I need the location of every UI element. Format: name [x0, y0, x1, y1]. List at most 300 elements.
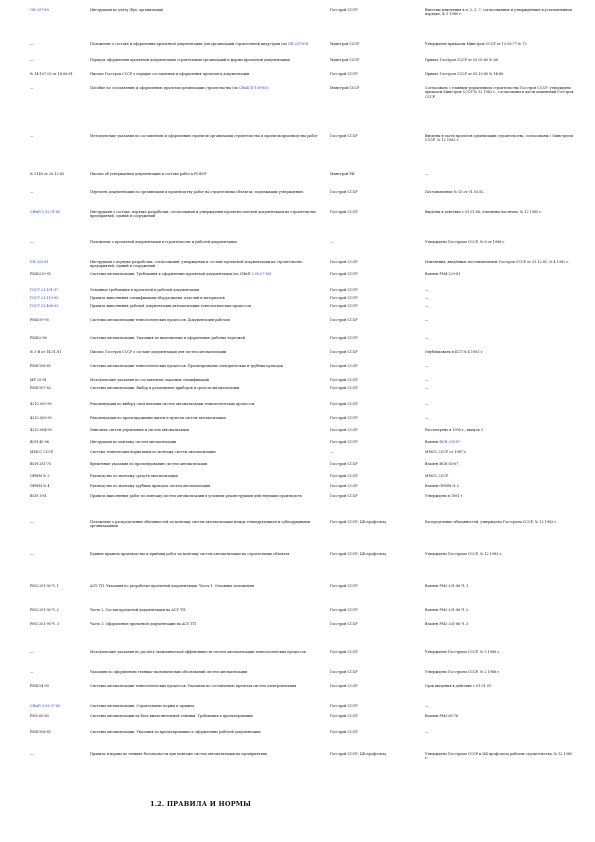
doc-issuer-cell-text: Госстрой СССР	[330, 336, 358, 340]
doc-issuer-cell	[330, 210, 420, 214]
doc-status-cell-text: Приказ Госстроя СССР от 03.05.80 № 68	[425, 58, 498, 62]
doc-code-cell-text: РМ4-108-81	[30, 730, 51, 734]
doc-issuer-cell	[330, 318, 420, 322]
doc-title-cell	[90, 450, 325, 454]
doc-issuer-cell-text: Госстрой СССР	[330, 670, 358, 674]
doc-status-cell-text: Утверждено в 1981 г.	[425, 494, 464, 498]
doc-code-cell	[30, 72, 86, 76]
doc-code-link[interactable]: СН 202-81	[30, 260, 49, 264]
doc-issuer-cell	[330, 8, 420, 12]
doc-status-cell-text: —	[425, 172, 429, 176]
doc-code-cell	[30, 650, 86, 654]
doc-code-cell-text: —	[30, 670, 34, 674]
doc-title-cell-text: Положение о составе и оформлении проектной документации для организаций строительной индустрии (по ОН 257-69)	[90, 42, 308, 46]
doc-status-cell	[425, 58, 575, 62]
doc-issuer-cell	[330, 386, 420, 390]
doc-status-cell	[425, 318, 575, 322]
doc-issuer-cell	[330, 364, 420, 368]
doc-status-cell-text: Срок введения в действие с 01.01.91	[425, 684, 492, 688]
doc-title-cell	[90, 714, 325, 718]
doc-code-cell	[30, 288, 86, 292]
doc-issuer-cell-text: Госстрой СССР	[330, 622, 358, 626]
doc-issuer-cell	[330, 428, 420, 432]
doc-status-cell	[425, 752, 575, 761]
doc-issuer-cell	[330, 450, 420, 454]
doc-status-cell-text: Изменения, введённые постановлением Госстроя СССР от 31.12.81, № 4 1982 г.	[425, 260, 570, 264]
doc-status-cell	[425, 402, 575, 406]
doc-code-cell	[30, 416, 86, 420]
doc-issuer-cell-text: Госстрой СССР	[330, 210, 358, 214]
doc-title-cell-text: Инструкция о составе, порядке разработки, согласования и утверждения проектно-сметной документации на строительство предприятий, зданий и сооружений	[90, 210, 317, 219]
doc-status-cell-text: Внесены изменения в п. 2, 3, 7, согласованные и утверждённые в установленном порядке, № 3 1980 г.	[425, 8, 573, 17]
doc-title-cell-text: Системы автоматизации. Требования к оформлению проектной документации (по СНиП 3.05.07-85)	[90, 272, 272, 276]
doc-title-cell	[90, 622, 325, 626]
doc-status-cell	[425, 296, 575, 300]
doc-issuer-cell	[330, 730, 420, 734]
doc-issuer-cell-text: Госстрой СССР	[330, 684, 358, 688]
doc-issuer-cell	[330, 260, 420, 264]
doc-issuer-cell-text: Госстрой СССР	[330, 704, 358, 708]
doc-issuer-cell-text: Госстрой СССР	[330, 416, 358, 420]
doc-title-cell	[90, 378, 325, 382]
doc-status-cell	[425, 172, 575, 176]
doc-title-cell-text: Системы автоматизации технологических процессов. Указания по составлению проектов систем электропитания	[90, 684, 297, 688]
doc-code-cell	[30, 622, 86, 626]
doc-issuer-cell-text: Госстрой СССР	[330, 462, 358, 466]
doc-issuer-cell-text: —	[330, 450, 334, 454]
doc-code-cell-text: ВСН 40-96	[30, 440, 49, 444]
doc-status-cell-text: Распределение обязанностей, утверждено Госстроем СССР, № 12 1982 г.	[425, 520, 558, 524]
inline-doc-link[interactable]: ОН 257-69	[287, 42, 307, 46]
doc-title-cell	[90, 704, 325, 708]
doc-title-cell-text: Правила выполнения рабочей документации автоматизации технологических процессов	[90, 304, 251, 308]
doc-status-cell-text: —	[425, 416, 429, 420]
doc-status-cell	[425, 520, 575, 524]
doc-issuer-cell-text: Госстрой СССР, ЦК профсоюза	[330, 752, 387, 756]
doc-title-cell-text: Правила и нормы по технике безопасности при монтаже систем автоматизации на предприятиях	[90, 752, 267, 756]
doc-title-cell	[90, 364, 325, 368]
doc-status-cell	[425, 386, 575, 390]
doc-issuer-cell-text: Госстрой СССР	[330, 288, 358, 292]
doc-title-cell	[90, 288, 325, 292]
doc-status-cell	[425, 240, 575, 244]
doc-status-cell-text: —	[425, 386, 429, 390]
doc-code-cell	[30, 8, 86, 12]
doc-title-cell	[90, 72, 325, 76]
doc-title-cell-text: Письмо Госстроя СССР о составе документации для систем автоматизации	[90, 350, 227, 354]
doc-issuer-cell	[330, 58, 420, 62]
doc-status-cell-text: Взамен ВСН 205-87	[425, 440, 461, 444]
doc-title-cell-text: Системы автоматизации. Строительные нормы и правила	[90, 704, 195, 708]
doc-issuer-cell	[330, 296, 420, 300]
doc-title-cell	[90, 670, 325, 674]
doc-code-cell-text: РМ3 65-80	[30, 714, 49, 718]
doc-title-cell-text: Часть 2. Состав проектной документации на АСУ ТП	[90, 608, 186, 612]
doc-status-cell-text: Введены в части проектов организации строительства, согласованы с Минстроем СССР, № 12 1982 г.	[425, 134, 573, 143]
doc-status-cell-text: Взамен РМ3 65-76	[425, 714, 459, 718]
doc-code-cell	[30, 684, 86, 688]
doc-issuer-cell	[330, 752, 420, 756]
doc-title-cell	[90, 260, 325, 269]
doc-issuer-cell-text: Госстрой СССР	[330, 584, 358, 588]
doc-issuer-cell	[330, 704, 420, 708]
doc-code-cell-text: —	[30, 86, 34, 90]
doc-issuer-cell	[330, 272, 420, 276]
doc-title-cell-text: Указания по оформлению технико-экономических обоснований систем автоматизации	[90, 670, 248, 674]
doc-issuer-cell	[330, 172, 420, 176]
doc-code-link[interactable]: СНиП 3.05.07-85	[30, 704, 61, 708]
doc-code-cell	[30, 134, 86, 138]
doc-code-cell	[30, 296, 86, 300]
doc-status-cell	[425, 134, 575, 143]
doc-code-cell-text: 4210.001-90	[30, 402, 52, 406]
doc-status-cell-text: —	[425, 704, 429, 708]
doc-status-cell	[425, 350, 575, 354]
doc-code-cell-text: ВСН 1-81	[30, 494, 47, 498]
doc-code-cell	[30, 378, 86, 382]
doc-code-cell	[30, 58, 86, 62]
doc-issuer-cell	[330, 608, 420, 612]
doc-issuer-cell-text: Госстрой СССР, ЦК профсоюза	[330, 552, 387, 556]
doc-code-cell	[30, 240, 86, 244]
doc-title-cell	[90, 172, 325, 176]
doc-code-cell	[30, 86, 86, 90]
doc-issuer-cell	[330, 714, 420, 718]
doc-issuer-cell	[330, 670, 420, 674]
doc-title-cell	[90, 494, 325, 498]
doc-issuer-cell-text: Госстрой СССР	[330, 474, 358, 478]
doc-title-cell	[90, 440, 325, 444]
doc-title-cell	[90, 210, 325, 219]
doc-title-cell-text: Правила выполнения работ по монтажу систем автоматизации в условиях реконструкции действующих производств	[90, 494, 302, 498]
doc-status-cell	[425, 288, 575, 292]
doc-code-cell-text: МУ 25-81	[30, 378, 47, 382]
doc-status-cell-text: ММСС СССР	[425, 474, 449, 478]
doc-status-cell	[425, 42, 575, 46]
doc-code-link[interactable]: СНиП 1.02.01-85	[30, 210, 61, 214]
doc-issuer-cell-text: Госстрой СССР	[330, 440, 358, 444]
doc-issuer-cell	[330, 520, 420, 524]
doc-issuer-cell	[330, 474, 420, 478]
doc-status-cell-text: —	[425, 304, 429, 308]
doc-issuer-cell-text: Минстрой РФ	[330, 172, 355, 176]
doc-code-cell-text: РМ4-107-82	[30, 386, 51, 390]
doc-status-cell	[425, 272, 575, 276]
doc-status-cell-text: Введены в действие с 01.01.86, отменены частично, № 12 1985 г.	[425, 210, 543, 214]
doc-issuer-cell	[330, 622, 420, 626]
doc-status-cell-text: ММСС СССР от 1987 г.	[425, 450, 467, 454]
doc-title-cell	[90, 86, 325, 90]
doc-issuer-cell	[330, 72, 420, 76]
doc-issuer-cell-text: Госстрой СССР	[330, 72, 358, 76]
doc-status-cell	[425, 428, 575, 432]
doc-issuer-cell	[330, 462, 420, 466]
doc-status-cell-text: Утверждено Госстроем СССР, № 3 1986 г.	[425, 650, 501, 654]
doc-code-cell-text: № 5145 от 20.12.83	[30, 172, 65, 176]
doc-title-cell	[90, 296, 325, 300]
doc-status-cell	[425, 584, 575, 588]
doc-status-cell	[425, 450, 575, 454]
doc-status-cell-text: Постановление № 15 от 01.03.82	[425, 190, 484, 194]
doc-issuer-cell-text: Госстрой СССР	[330, 402, 358, 406]
doc-status-cell	[425, 622, 575, 626]
doc-status-cell-text: Взамен РМ4-229-81	[425, 272, 461, 276]
doc-issuer-cell	[330, 336, 420, 340]
doc-issuer-cell	[330, 42, 420, 46]
doc-title-cell-text: Единые правила производства и приёмки работ по монтажу систем автоматизации на строительных объектах	[90, 552, 290, 556]
doc-status-cell	[425, 210, 575, 214]
doc-title-cell-text: Системы автоматизации на базе вычислительной техники. Требования к проектированию	[90, 714, 254, 718]
inline-doc-link[interactable]: СНиП II-109-80	[238, 86, 267, 90]
doc-code-cell	[30, 474, 86, 478]
doc-title-cell-text: Основные требования к проектной и рабочей документации	[90, 288, 199, 292]
doc-title-cell-text: Методические указания по составлению заказных спецификаций	[90, 378, 210, 382]
doc-issuer-cell	[330, 190, 420, 194]
doc-issuer-cell-text: Госстрой СССР	[330, 484, 358, 488]
doc-status-cell-text: —	[425, 730, 429, 734]
doc-title-cell-text: Системы автоматизации. Выбор и размещение приборов и средств автоматизации	[90, 386, 240, 390]
doc-issuer-cell	[330, 650, 420, 654]
doc-title-cell-text: Система технических нормативов по монтажу систем автоматизации	[90, 450, 216, 454]
doc-issuer-cell	[330, 86, 420, 90]
doc-code-cell	[30, 190, 86, 194]
doc-status-cell	[425, 364, 575, 368]
doc-code-cell-text: РМ3 201-90 Ч. 2	[30, 608, 59, 612]
doc-code-cell	[30, 364, 86, 368]
inline-doc-link[interactable]: 3.05.07-85	[251, 272, 270, 276]
doc-title-cell-text: Правила выполнения спецификации оборудования, изделий и материалов	[90, 296, 225, 300]
doc-title-cell	[90, 752, 325, 756]
doc-code-cell-text: РМ4-229-91	[30, 272, 51, 276]
doc-code-cell	[30, 402, 86, 406]
doc-status-cell-text: Утверждено приказом Минстроя СССР от 13.06.77 № 72	[425, 42, 527, 46]
doc-issuer-cell-text: Госстрой СССР	[330, 304, 358, 308]
doc-issuer-cell-text: Госстрой СССР	[330, 260, 358, 264]
doc-issuer-cell	[330, 304, 420, 308]
doc-status-cell	[425, 462, 575, 466]
doc-code-cell-text: РМ4-2-96	[30, 336, 47, 340]
doc-code-cell-text: —	[30, 134, 34, 138]
doc-code-link[interactable]: ГОСТ 21.408-93	[30, 304, 59, 308]
doc-status-cell	[425, 730, 575, 734]
doc-issuer-cell	[330, 584, 420, 588]
doc-status-cell	[425, 72, 575, 76]
doc-issuer-cell-text: Госстрой СССР	[330, 428, 358, 432]
doc-status-cell	[425, 552, 575, 556]
doc-title-cell-text: Системы автоматизации технологических процессов. Проектирование электрических и трубных проводок	[90, 364, 283, 368]
doc-status-cell	[425, 86, 575, 99]
doc-code-cell	[30, 670, 86, 674]
doc-title-cell	[90, 428, 325, 432]
doc-title-cell-text: Письмо Госстроя СССР о порядке составления и оформления проектов и документации	[90, 72, 250, 76]
doc-code-cell-text: ОРММ № 4	[30, 484, 50, 488]
doc-title-cell-text: Положение о проектной документации в строительстве и рабочей документации	[90, 240, 237, 244]
doc-status-cell-text: —	[425, 402, 429, 406]
doc-code-cell-text: —	[30, 58, 34, 62]
doc-status-cell-text: —	[425, 378, 429, 382]
doc-title-cell	[90, 58, 325, 62]
doc-status-cell	[425, 304, 575, 308]
doc-title-cell-text: Методические указания по составлению и оформлению проектов организации строительства и проектов производства работ	[90, 134, 318, 138]
doc-code-cell	[30, 714, 86, 718]
doc-title-cell	[90, 584, 325, 588]
doc-code-cell	[30, 350, 86, 354]
doc-status-cell-text: —	[425, 288, 429, 292]
doc-issuer-cell	[330, 484, 420, 488]
doc-issuer-cell-text: Госстрой СССР, ЦК профсоюза	[330, 520, 387, 524]
doc-title-cell	[90, 520, 325, 529]
doc-issuer-cell-text: Госстрой СССР	[330, 650, 358, 654]
doc-title-cell-text: Рекомендации по выбору схем питания систем автоматизации технологических процессов	[90, 402, 255, 406]
doc-title-cell-text: Инструкция по учёту (бух. организации)	[90, 8, 164, 12]
section-title: 1.2. ПРАВИЛА И НОРМЫ	[150, 800, 252, 808]
doc-code-cell	[30, 484, 86, 488]
doc-issuer-cell-text: Минстрой СССР	[330, 86, 360, 90]
doc-issuer-cell-text: Госстрой СССР	[330, 378, 358, 382]
doc-code-cell	[30, 520, 86, 524]
doc-title-cell-text: Часть 3. Оформление проектной документации на АСУ ТП	[90, 622, 196, 626]
doc-status-cell	[425, 484, 575, 488]
doc-status-cell-text: —	[425, 318, 429, 322]
doc-title-cell	[90, 386, 325, 390]
doc-code-cell	[30, 462, 86, 466]
doc-code-cell	[30, 704, 86, 708]
doc-code-cell-text: РМ3 201-90 Ч. 1	[30, 584, 59, 588]
doc-issuer-cell	[330, 402, 420, 406]
doc-issuer-cell	[330, 416, 420, 420]
doc-title-cell	[90, 304, 325, 308]
doc-status-cell-text: —	[425, 296, 429, 300]
doc-code-link[interactable]: ГОСТ 21.110-95	[30, 296, 59, 300]
doc-issuer-cell	[330, 134, 420, 138]
doc-status-cell	[425, 416, 575, 420]
doc-code-cell-text: № 3-В от 14.01.81	[30, 350, 62, 354]
doc-title-cell	[90, 650, 325, 654]
doc-issuer-cell	[330, 240, 420, 244]
doc-code-cell	[30, 272, 86, 276]
doc-title-cell-text: Системы автоматизации. Указания по выполнению и оформлению рабочих чертежей	[90, 336, 245, 340]
doc-code-cell-text: РМ4-106-81	[30, 364, 51, 368]
doc-title-cell-text: Перечень документации по организации и производству работ на строительных объектах, подлежащих утверждению	[90, 190, 304, 194]
doc-title-cell	[90, 240, 325, 244]
doc-issuer-cell-text: Госстрой СССР	[330, 296, 358, 300]
doc-issuer-cell-text: Минстрой СССР	[330, 58, 360, 62]
doc-title-cell	[90, 350, 325, 354]
doc-code-cell-text: —	[30, 552, 34, 556]
doc-title-cell	[90, 8, 325, 12]
doc-title-cell-text: Рекомендации по проектированию щитов и пультов систем автоматизации	[90, 416, 226, 420]
doc-code-cell-text: —	[30, 752, 34, 756]
doc-code-cell	[30, 210, 86, 214]
doc-title-cell	[90, 190, 325, 194]
doc-issuer-cell-text: Госстрой СССР	[330, 386, 358, 390]
doc-title-cell-text: Пособие по составлению и оформлению проектов организации строительства (по СНиП II-109-80)	[90, 86, 268, 90]
doc-title-cell	[90, 462, 325, 466]
doc-code-cell	[30, 428, 86, 432]
doc-code-link[interactable]: ГОСТ 21.101-97	[30, 288, 59, 292]
doc-code-cell	[30, 450, 86, 454]
doc-code-cell	[30, 318, 86, 322]
doc-code-cell	[30, 260, 86, 264]
doc-issuer-cell-text: Госстрой СССР	[330, 350, 358, 354]
doc-code-cell	[30, 608, 86, 612]
doc-status-cell	[425, 440, 575, 444]
doc-title-cell-text: Инструкция по монтажу систем автоматизации	[90, 440, 177, 444]
doc-status-cell	[425, 684, 575, 688]
doc-status-cell-text: Взамен РМ3 201-86 Ч. 3	[425, 622, 469, 626]
doc-issuer-cell-text: Госстрой СССР	[330, 730, 358, 734]
inline-doc-link[interactable]: ВСН 205-87	[439, 440, 461, 444]
doc-code-cell-text: —	[30, 190, 34, 194]
doc-status-cell-text: Утверждено Госстроем СССР, № 6 от 1986 г.	[425, 240, 506, 244]
doc-title-cell	[90, 684, 325, 688]
doc-status-cell-text: Взамен РМ3 201-86 Ч. 1	[425, 584, 469, 588]
doc-code-link[interactable]: ОН 257-69	[30, 8, 49, 12]
doc-code-cell-text: № 14-107-05 от 18.06.81	[30, 72, 73, 76]
doc-status-cell-text: Взамен РМ3 201-86 Ч. 2	[425, 608, 469, 612]
doc-issuer-cell	[330, 494, 420, 498]
doc-status-cell	[425, 260, 575, 264]
doc-status-cell	[425, 714, 575, 718]
doc-code-cell	[30, 42, 86, 46]
doc-issuer-cell-text: Госстрой СССР	[330, 272, 358, 276]
doc-status-cell-text: —	[425, 364, 429, 368]
doc-title-cell-text: Системы автоматизации технологических процессов. Документация рабочая	[90, 318, 230, 322]
doc-code-cell-text: 4210.004-90	[30, 428, 52, 432]
doc-status-cell-text: Утверждено Госстроем СССР, № 2 1986 г.	[425, 670, 501, 674]
doc-title-cell	[90, 608, 325, 612]
doc-code-cell-text: 4210.003-90	[30, 416, 52, 420]
doc-title-cell	[90, 416, 325, 420]
doc-title-cell-text: Инструкция о порядке разработки, согласования, утверждения и составе проектной документации на строительство предприятий, зданий и сооружений	[90, 260, 303, 269]
doc-code-cell-text: —	[30, 42, 34, 46]
doc-status-cell-text: Утверждено Госстроем СССР и ЦК профсоюза рабочих строительства, № 12 1985 г.	[425, 752, 573, 761]
doc-status-cell-text: —	[425, 336, 429, 340]
doc-title-cell	[90, 272, 325, 276]
doc-title-cell-text: Описание систем управления и систем автоматизации	[90, 428, 189, 432]
doc-issuer-cell-text: Госстрой СССР	[330, 134, 358, 138]
doc-title-cell	[90, 474, 325, 478]
doc-title-cell	[90, 134, 325, 138]
doc-title-cell-text: Временные указания по проектированию систем автоматизации	[90, 462, 208, 466]
doc-issuer-cell-text: Госстрой СССР	[330, 364, 358, 368]
doc-title-cell-text: Руководство по монтажу средств автоматизации	[90, 474, 178, 478]
doc-title-cell	[90, 402, 325, 406]
doc-issuer-cell-text: Госстрой СССР	[330, 494, 358, 498]
doc-code-cell-text: ОРММ № 3	[30, 474, 50, 478]
doc-code-cell-text: РМ4-59-95	[30, 318, 49, 322]
doc-status-cell	[425, 494, 575, 498]
doc-code-cell	[30, 494, 86, 498]
doc-code-cell	[30, 386, 86, 390]
doc-title-cell-text: Методические указания по расчёту экономической эффективности систем автоматизации технологических процессов	[90, 650, 306, 654]
doc-status-cell	[425, 608, 575, 612]
doc-issuer-cell	[330, 684, 420, 688]
doc-issuer-cell	[330, 440, 420, 444]
doc-title-cell-text: Письмо об утверждении документации и составе работ в РСФСР	[90, 172, 207, 176]
doc-status-cell-text: Утверждено Госстроем СССР, № 12 1983 г.	[425, 552, 503, 556]
doc-status-cell	[425, 190, 575, 194]
doc-code-cell-text: —	[30, 650, 34, 654]
doc-status-cell	[425, 704, 575, 708]
doc-issuer-cell-text: Госстрой СССР	[330, 190, 358, 194]
doc-title-cell-text: Положение о распределении обязанностей по монтажу систем автоматизации между генподрядчиком и субподрядными организациями	[90, 520, 310, 529]
doc-title-cell	[90, 484, 325, 488]
doc-title-cell	[90, 730, 325, 734]
doc-status-cell-text: Опубликовано в БСТ № 4 1981 г.	[425, 350, 484, 354]
doc-code-cell	[30, 552, 86, 556]
doc-title-cell-text: Руководство по монтажу трубных проводок систем автоматизации	[90, 484, 211, 488]
